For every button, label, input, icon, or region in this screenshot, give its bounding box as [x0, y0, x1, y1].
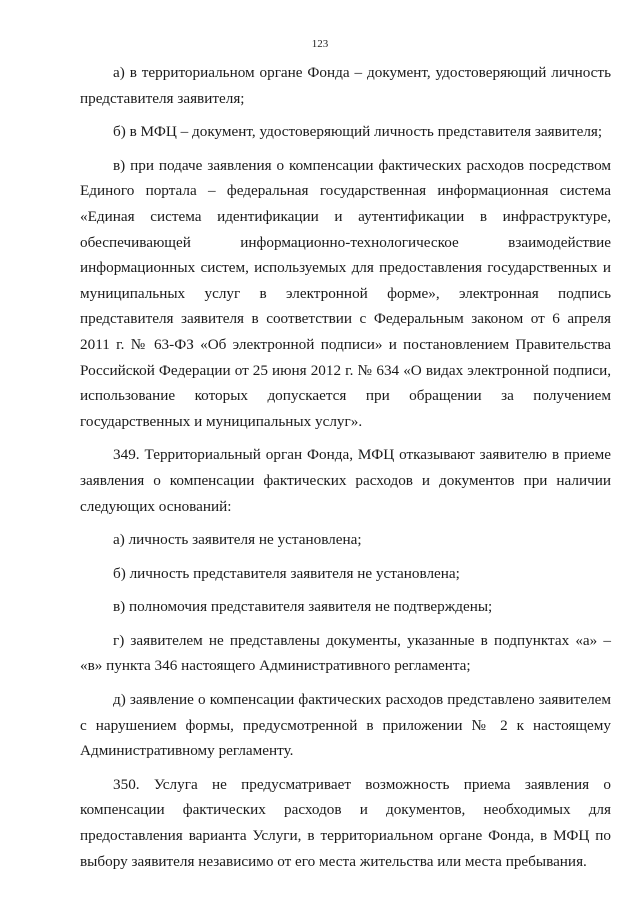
paragraph-v-portal: в) при подаче заявления о компенсации фактических расходов посредством Единого портала – федеральная государственная информационная система «Единая система идентификации и аутентификации в инфраструктуре, обеспечивающей информационно-технологическое взаимодействие информационных систем, используемых для предоставления государственных и муниципальных услуг в электронной форме», электронная подпись представителя заявителя в соответствии с Федеральным законом от 6 апреля 2011 г. № 63-ФЗ «Об электронной подписи» и постановлением Правительства Российской Федерации от 25 июня 2012 г. № 634 «О видах электронной подписи, использование которых допускается при обращении за получением государственных и муниципальных услуг».: [80, 156, 611, 430]
page-number: 123: [311, 38, 329, 50]
paragraph-349-g: г) заявителем не представлены документы, указанные в подпунктах «а» – «в» пункта 346 настоящего Административного регламента;: [80, 631, 611, 675]
paragraph-349-b: б) личность представителя заявителя не установлена;: [113, 564, 460, 582]
paragraph-350: 350. Услуга не предусматривает возможность приема заявления о компенсации фактических расходов и документов, необходимых для предоставления варианта Услуги, в территориальном органе Фонда, в МФЦ по выбору заявителя независимо от его места жительства или места пребывания.: [80, 775, 611, 870]
paragraph-349-a: а) личность заявителя не установлена;: [113, 531, 362, 549]
paragraph-a-territorial: а) в территориальном органе Фонда – документ, удостоверяющий личность представителя заявителя;: [80, 64, 611, 107]
paragraph-349-v: в) полномочия представителя заявителя не подтверждены;: [113, 598, 493, 616]
document-body: [80, 60, 611, 874]
paragraph-b-mfc: б) в МФЦ – документ, удостоверяющий личность представителя заявителя;: [113, 123, 603, 141]
paragraph-349: 349. Территориальный орган Фонда, МФЦ отказывают заявителю в приеме заявления о компенсации фактических расходов и документов при наличии следующих оснований:: [80, 446, 611, 515]
paragraph-349-d: д) заявление о компенсации фактических расходов представлено заявителем с нарушением формы, предусмотренной в приложении № 2 к настоящему Административному регламенту.: [80, 691, 611, 760]
